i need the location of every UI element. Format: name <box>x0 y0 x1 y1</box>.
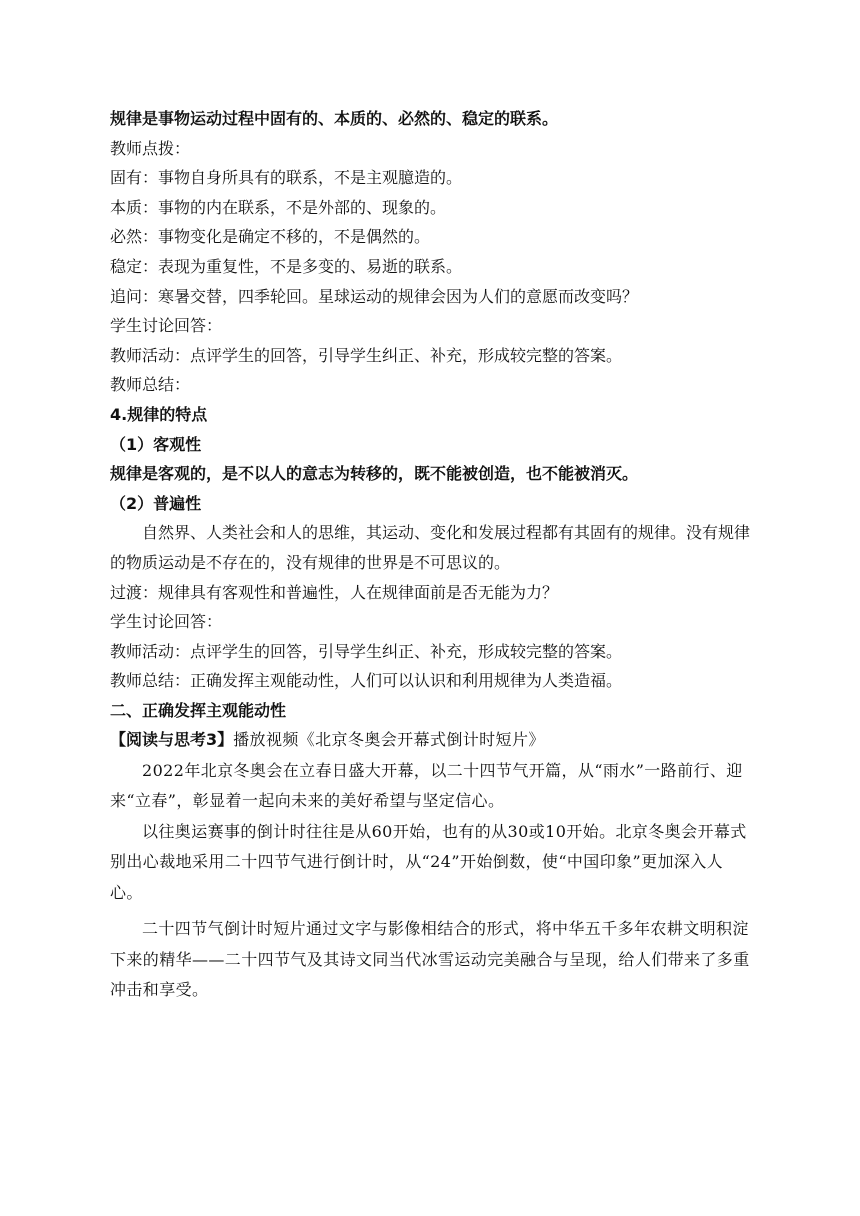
teacher-summary-label: 教师总结： <box>110 375 191 395</box>
explanation-necessary: 必然：事物变化是确定不移的，不是偶然的。 <box>110 227 431 247</box>
explanation-essential: 本质：事物的内在联系，不是外部的、现象的。 <box>110 197 447 217</box>
universality-paragraph: 自然界、人类社会和人的思维，其运动、变化和发展过程都有其固有的规律。没有规律的物质运动是不存在的，没有规律的世界是不可思议的。 <box>110 523 751 572</box>
section-heading-subjective-initiative: 二、正确发挥主观能动性 <box>110 700 287 720</box>
teacher-activity-2: 教师活动：点评学生的回答，引导学生纠正、补充，形成较完整的答案。 <box>110 641 623 661</box>
subheading-objectivity: （1）客观性 <box>110 434 202 454</box>
transition-question: 过渡：规律具有客观性和普遍性，人在规律面前是否无能为力？ <box>110 582 559 602</box>
olympics-paragraph-2: 以往奥运赛事的倒计时往往是从60开始，也有的从30或10开始。北京冬奥会开幕式别出心裁地采用二十四节气进行倒计时，从“24”开始倒数，使“中国印象”更加深入人心。 <box>110 821 747 902</box>
document-body <box>110 104 750 1006</box>
objectivity-statement: 规律是客观的，是不以人的意志为转移的，既不能被创造，也不能被消灭。 <box>110 464 639 484</box>
teacher-activity: 教师活动：点评学生的回答，引导学生纠正、补充，形成较完整的答案。 <box>110 345 623 365</box>
student-discussion-label-2: 学生讨论回答： <box>110 612 223 632</box>
definition-text: 规律是事物运动过程中固有的、本质的、必然的、稳定的联系。 <box>110 109 559 128</box>
olympics-paragraph-1: 2022年北京冬奥会在立春日盛大开幕，以二十四节气开篇，从“雨水”一路前行、迎来“立春”，彰显着一起向未来的美好希望与坚定信心。 <box>110 760 743 811</box>
follow-up-question: 追问：寒暑交替，四季轮回。星球运动的规律会因为人们的意愿而改变吗？ <box>110 286 639 306</box>
explanation-stable: 稳定：表现为重复性，不是多变的、易逝的联系。 <box>110 256 463 276</box>
section-heading-characteristics: 4.规律的特点 <box>110 404 208 424</box>
reading-thinking-tag: 【阅读与思考3】 <box>110 730 234 750</box>
olympics-paragraph-3: 二十四节气倒计时短片通过文字与影像相结合的形式，将中华五千多年农耕文明积淀下来的精华——二十四节气及其诗文同当代冰雪运动完美融合与呈现，给人们带来了多重冲击和享受。 <box>110 919 750 1000</box>
explanation-inherent: 固有：事物自身所具有的联系，不是主观臆造的。 <box>110 168 463 188</box>
subheading-universality: （2）普遍性 <box>110 493 202 513</box>
video-title: 播放视频《北京冬奥会开幕式倒计时短片》 <box>233 730 545 750</box>
teacher-summary-2: 教师总结：正确发挥主观能动性，人们可以认识和利用规律为人类造福。 <box>110 671 623 691</box>
reading-thinking-line <box>110 725 750 756</box>
student-discussion-label: 学生讨论回答： <box>110 316 223 336</box>
teacher-guidance-label: 教师点拨： <box>110 138 191 158</box>
